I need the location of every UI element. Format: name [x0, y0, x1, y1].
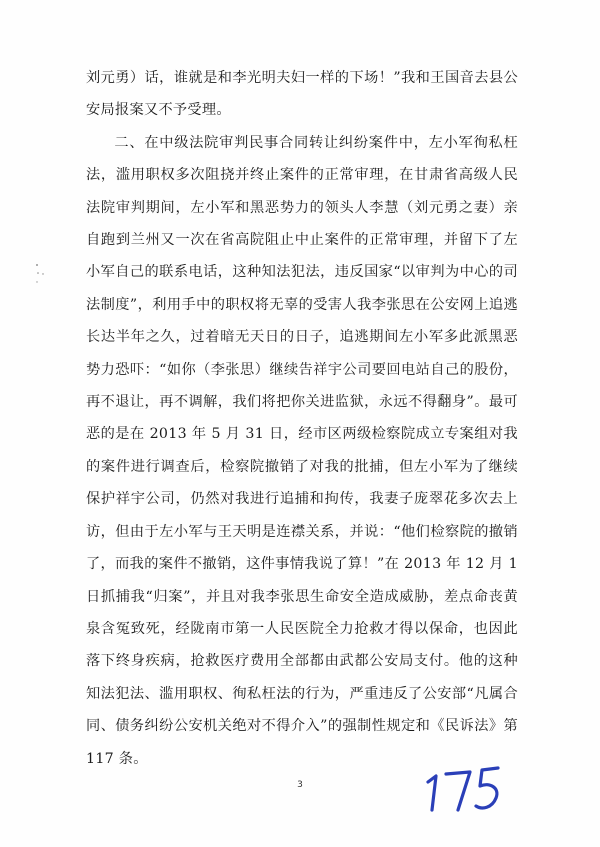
paragraph-section-two: 二、在中级法院审判民事合同转让纠纷案件中，左小军徇私枉法，滥用职权多次阻挠并终止案件的正常审理，在甘肃省高级人民法院审判期间，左小军和黑恶势力的领头人李慧（刘元勇之妻）亲自跑到兰州又一次在省高院阻止中止案件的正常审理，并留下了左小军自己的联系电话，这种知法犯法，违反国家“以审判为中心的司法制度”，利用手中的职权将无辜的受害人我李张思在公安网上追逃长达半年之久，过着暗无天日的日子，追逃期间左小军多此派黑恶势力恐吓：“如你（李张思）继续告祥宇公司要回电站自己的股份，再不退让，再不调解，我们将把你关进监狱，永远不得翻身”。最可恶的是在 2013 年 5 月 31 日，经市区两级检察院成立专案组对我的案件进行调查后，检察院撤销了对我的批捕，但左小军为了继续保护祥宇公司，仍然对我进行追捕和拘传，我妻子庞翠花多次去上访，但由于左小军与王天明是连襟关系，并说：“他们检察院的撤销了，而我的案件不撤销，这件事情我说了算！”在 2013 年 12 月 1 日抓捕我“归案”，并且对我李张思生命安全造成威胁，差点命丧黄泉含冤致死，经陇南市第一人民医院全力抢救才得以保命，也因此落下终身疾病，抢救医疗费用全部都由武都公安局支付。他的这种知法犯法、滥用职权、徇私枉法的行为，严重违反了公安部“凡属合同、债务纠纷公安机关绝对不得介入”的强制性规定和《民诉法》第 117 条。	[86, 134, 518, 767]
page-number: 3	[297, 780, 303, 790]
scan-specks-decoration	[34, 262, 48, 286]
document-body	[86, 62, 518, 775]
paragraph-continuation: 刘元勇）话，谁就是和李光明夫妇一样的下场！”我和王国音去县公安局报案又不予受理。	[86, 70, 518, 119]
handwritten-page-stamp	[418, 760, 508, 820]
